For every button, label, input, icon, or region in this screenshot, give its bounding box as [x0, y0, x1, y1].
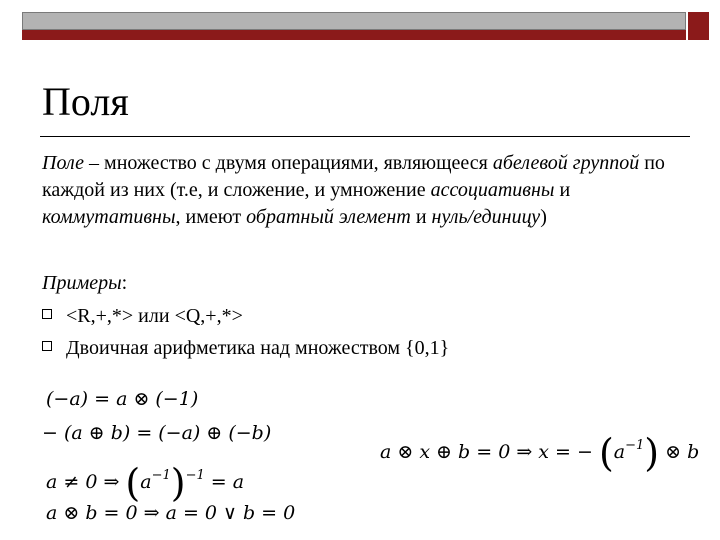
bullet-text: <R,+,*> или <Q,+,*> [66, 305, 243, 327]
formula-linear-solve: a ⊗ x ⊕ b = 0 ⇒ x = − $(a^{-1})$ ⊗ b [380, 431, 700, 475]
term-zero-one: нуль/единицу [431, 206, 541, 228]
term-comm: коммутативны [42, 206, 176, 228]
definition-text: , имеют [175, 206, 247, 228]
definition-text: и [554, 179, 571, 201]
term-abelian: абелевой группой [492, 152, 640, 174]
bullet-text: Двоичная арифметика над множеством {0,1} [66, 337, 450, 359]
formula-double-inverse: a ≠ 0 ⇒ $(a^{-1})^{-1} = a$ [46, 461, 245, 505]
slide-title: Поля [42, 79, 129, 124]
definition-text: и [410, 206, 432, 228]
definition-text: по каждой из них (т.е, и сложение, и умножение [42, 152, 665, 201]
term-inverse: обратный элемент [246, 206, 411, 228]
examples-label: Примеры: [42, 272, 128, 294]
formula-neg-a: (−a) = a ⊗ (−1) [46, 388, 199, 410]
formula-zero-divisor: a ⊗ b = 0 ⇒ a = 0 ∨ b = 0 [46, 502, 296, 524]
definition-text: ) [540, 206, 547, 228]
definition-text: – множество с двумя операциями, являющееся [84, 152, 493, 174]
formula-neg-sum: − (a ⊕ b) = (−a) ⊕ (−b) [42, 422, 272, 444]
term-field: Поле [42, 152, 85, 174]
term-assoc: ассоциативны [430, 179, 555, 201]
